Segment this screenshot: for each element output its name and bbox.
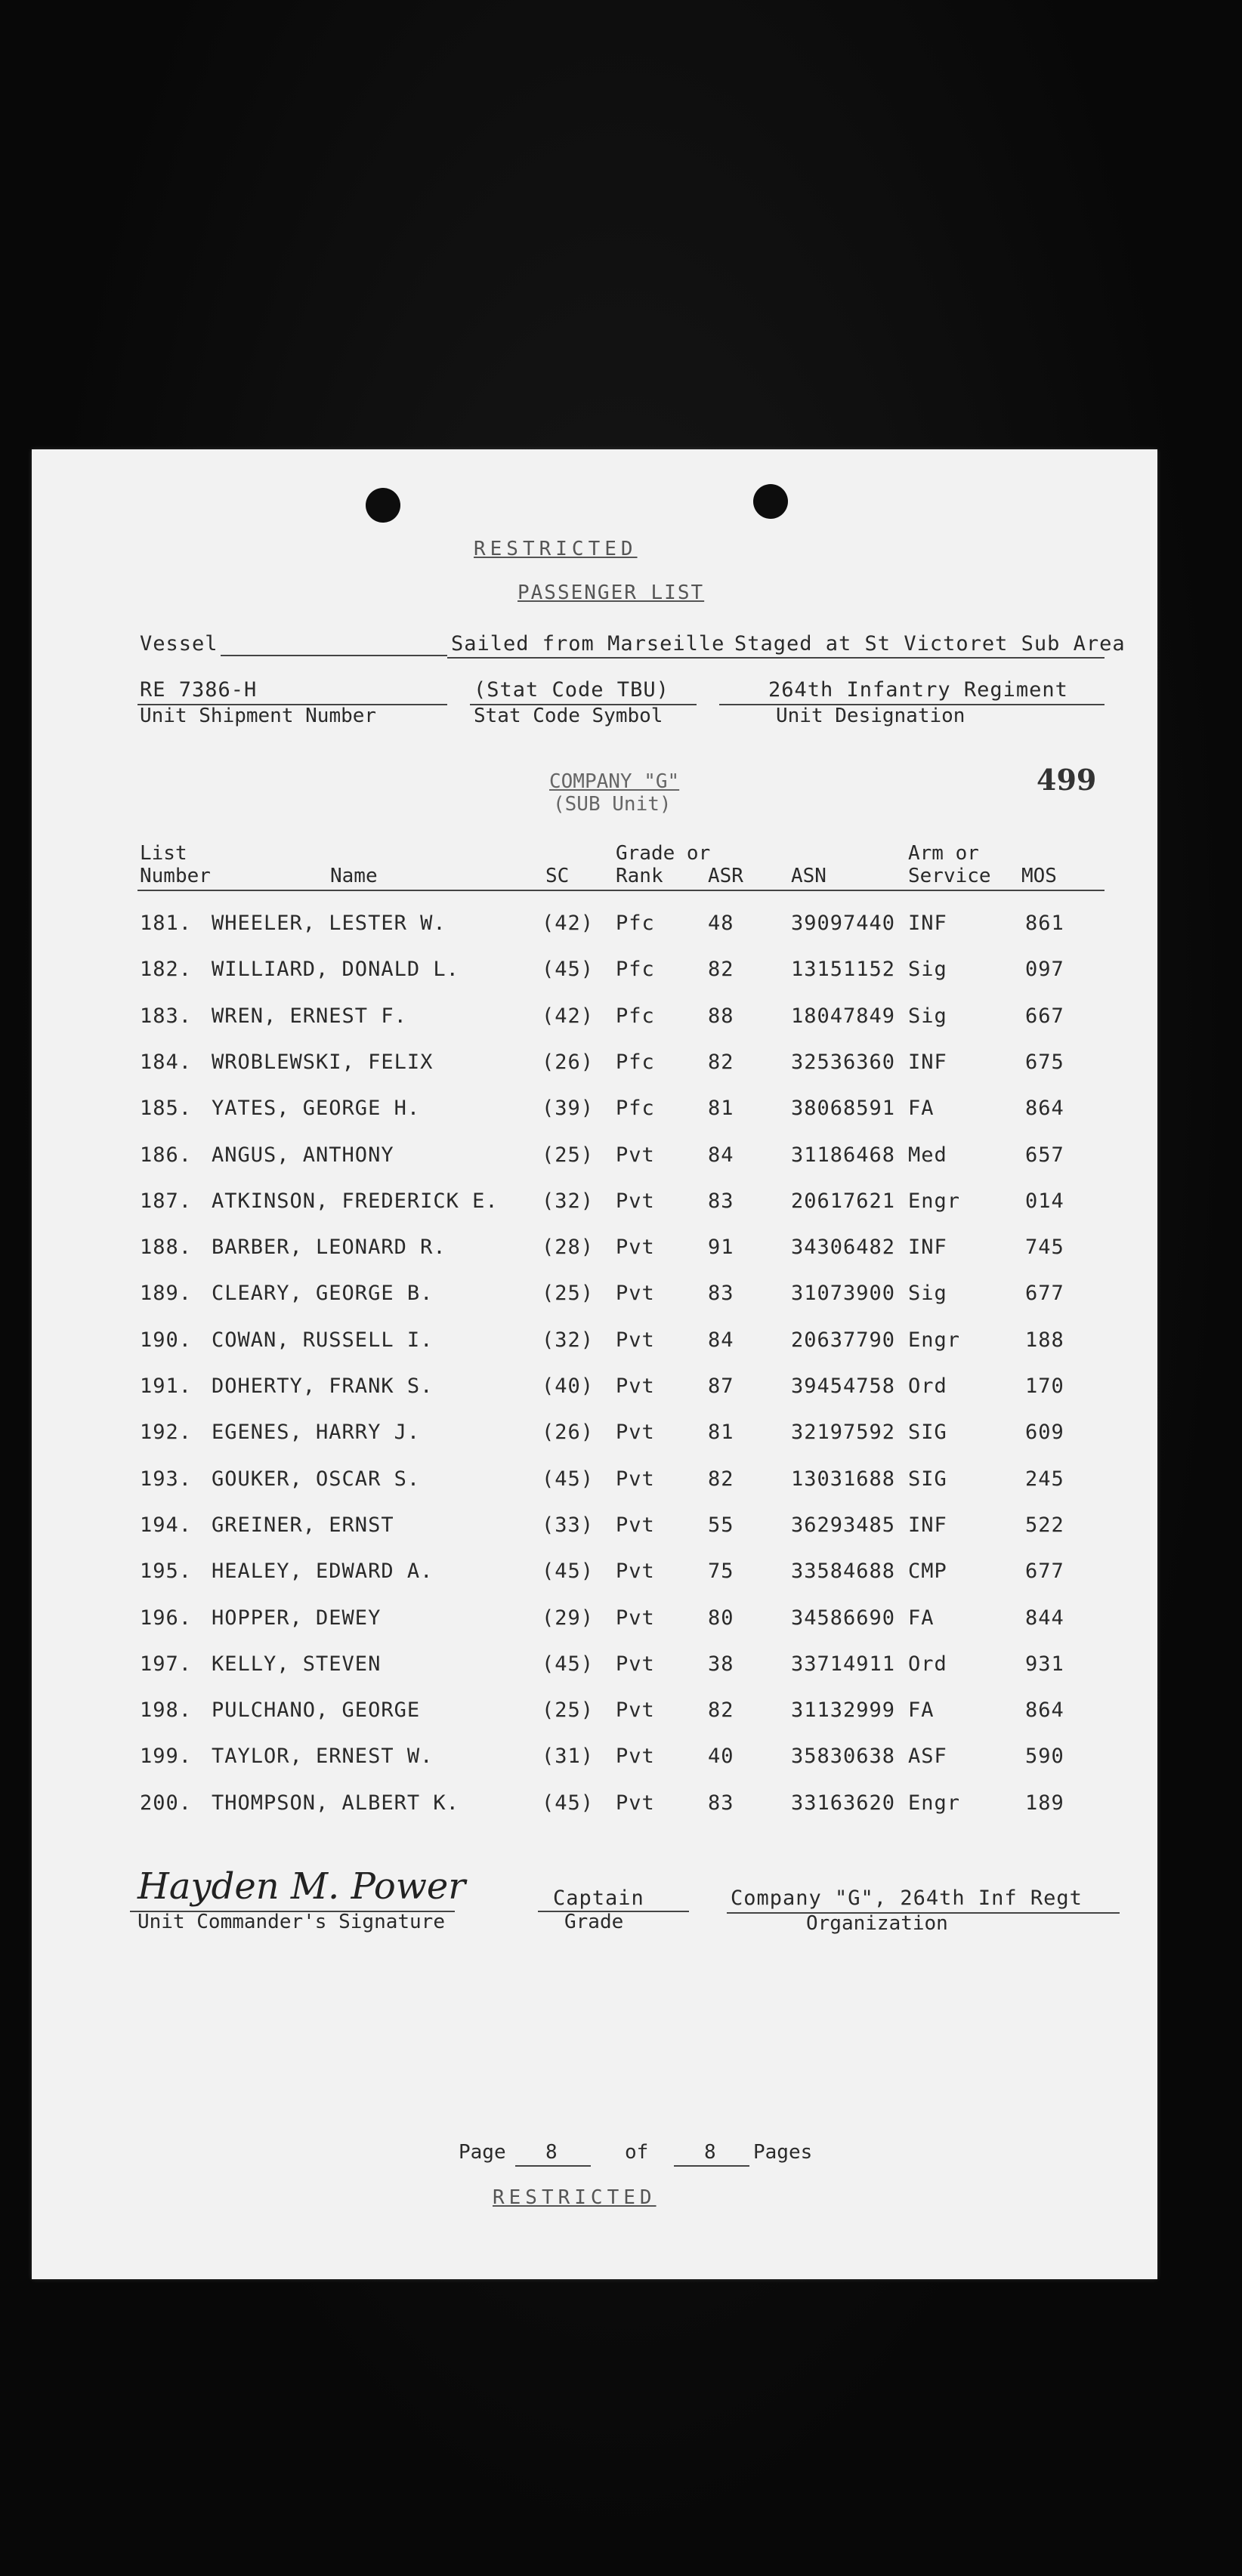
asn-value: 31073900	[791, 1282, 896, 1305]
asr-value: 83	[708, 1189, 734, 1213]
asn-value: 18047849	[791, 1004, 896, 1028]
asr-value: 82	[708, 958, 734, 981]
stat-code-label: Stat Code Symbol	[474, 705, 663, 727]
asr-value: 48	[708, 912, 734, 935]
sc-value: (32)	[542, 1328, 595, 1352]
list-number: 181.	[140, 912, 193, 935]
grade-value: Pfc	[616, 958, 655, 981]
asn-value: 32197592	[791, 1421, 896, 1444]
asn-value: 34586690	[791, 1606, 896, 1630]
grade-value: Pvt	[616, 1467, 655, 1491]
signature-label: Unit Commander's Signature	[137, 1911, 445, 1933]
mos-value: 609	[1025, 1421, 1064, 1444]
col-grade-header-1: Grade or	[616, 842, 711, 865]
arm-value: Sig	[908, 1282, 947, 1305]
sc-value: (25)	[542, 1698, 595, 1722]
mos-value: 745	[1025, 1236, 1064, 1259]
grade-value: Pvt	[616, 1421, 655, 1444]
passenger-name: WHEELER, LESTER W.	[212, 912, 446, 935]
arm-value: INF	[908, 912, 947, 935]
mos-value: 675	[1025, 1050, 1064, 1074]
asr-value: 91	[708, 1236, 734, 1259]
unit-designation: 264th Infantry Regiment	[768, 678, 1068, 702]
mos-value: 014	[1025, 1189, 1064, 1213]
document-title: PASSENGER LIST	[518, 582, 705, 604]
grade-value: Pvt	[616, 1559, 655, 1583]
passenger-name: CLEARY, GEORGE B.	[212, 1282, 434, 1305]
list-number: 188.	[140, 1236, 193, 1259]
mos-value: 245	[1025, 1467, 1064, 1491]
mos-value: 864	[1025, 1698, 1064, 1722]
asr-value: 83	[708, 1791, 734, 1815]
grade-value: Pfc	[616, 1004, 655, 1028]
arm-value: Sig	[908, 958, 947, 981]
page-number-line	[515, 2165, 591, 2167]
document-page	[32, 449, 1157, 2279]
sc-value: (39)	[542, 1097, 595, 1120]
mos-value: 844	[1025, 1606, 1064, 1630]
arm-value: Ord	[908, 1652, 947, 1676]
list-number: 194.	[140, 1513, 193, 1537]
unit-designation-label: Unit Designation	[776, 705, 965, 727]
list-number: 190.	[140, 1328, 193, 1352]
vessel-label: Vessel	[140, 632, 218, 656]
page-total: 8	[704, 2141, 716, 2164]
passenger-name: TAYLOR, ERNEST W.	[212, 1745, 434, 1768]
mos-value: 189	[1025, 1791, 1064, 1815]
sc-value: (40)	[542, 1374, 595, 1398]
passenger-name: COWAN, RUSSELL I.	[212, 1328, 434, 1352]
asr-value: 81	[708, 1421, 734, 1444]
grade-value: Pvt	[616, 1745, 655, 1768]
unit-shipment-number: RE 7386-H	[140, 678, 258, 702]
restricted-header: RESTRICTED	[474, 538, 638, 560]
asr-value: 75	[708, 1559, 734, 1583]
list-number: 187.	[140, 1189, 193, 1213]
grade-value: Pvt	[616, 1282, 655, 1305]
grade-value: Pvt	[616, 1143, 655, 1167]
asn-value: 33714911	[791, 1652, 896, 1676]
asn-value: 31186468	[791, 1143, 896, 1167]
mos-value: 864	[1025, 1097, 1064, 1120]
list-number: 184.	[140, 1050, 193, 1074]
staged-at: Staged at St Victoret Sub Area	[734, 632, 1126, 656]
asr-value: 82	[708, 1467, 734, 1491]
sc-value: (42)	[542, 1004, 595, 1028]
sc-value: (29)	[542, 1606, 595, 1630]
grade-value: Pfc	[616, 1097, 655, 1120]
mos-value: 677	[1025, 1559, 1064, 1583]
list-number: 199.	[140, 1745, 193, 1768]
mos-value: 170	[1025, 1374, 1064, 1398]
list-number: 182.	[140, 958, 193, 981]
unit-shipment-label: Unit Shipment Number	[140, 705, 377, 727]
grade-label: Grade	[564, 1911, 624, 1933]
arm-value: FA	[908, 1606, 935, 1630]
arm-value: Med	[908, 1143, 947, 1167]
asn-value: 32536360	[791, 1050, 896, 1074]
sub-unit-label: (SUB Unit)	[553, 793, 672, 816]
passenger-name: GOUKER, OSCAR S.	[212, 1467, 421, 1491]
asn-value: 33163620	[791, 1791, 896, 1815]
asn-value: 36293485	[791, 1513, 896, 1537]
restricted-footer: RESTRICTED	[493, 2186, 657, 2209]
grade-value: Pvt	[616, 1374, 655, 1398]
sc-value: (31)	[542, 1745, 595, 1768]
list-number: 191.	[140, 1374, 193, 1398]
stat-code: (Stat Code TBU)	[474, 678, 669, 702]
arm-value: INF	[908, 1050, 947, 1074]
passenger-name: HOPPER, DEWEY	[212, 1606, 382, 1630]
asn-value: 39454758	[791, 1374, 896, 1398]
mos-value: 522	[1025, 1513, 1064, 1537]
grade-value: Pvt	[616, 1328, 655, 1352]
punch-hole-right	[753, 484, 788, 519]
grade-value: Pfc	[616, 1050, 655, 1074]
organization-value: Company "G", 264th Inf Regt	[731, 1886, 1083, 1910]
mos-value: 667	[1025, 1004, 1064, 1028]
asr-value: 40	[708, 1745, 734, 1768]
col-asr-header: ASR	[708, 865, 743, 887]
passenger-name: YATES, GEORGE H.	[212, 1097, 421, 1120]
sc-value: (33)	[542, 1513, 595, 1537]
list-number: 195.	[140, 1559, 193, 1583]
sc-value: (32)	[542, 1189, 595, 1213]
arm-value: Engr	[908, 1328, 961, 1352]
asr-value: 55	[708, 1513, 734, 1537]
asn-value: 38068591	[791, 1097, 896, 1120]
arm-value: ASF	[908, 1745, 947, 1768]
passenger-name: KELLY, STEVEN	[212, 1652, 382, 1676]
col-list-header-1: List	[140, 842, 187, 865]
sc-value: (25)	[542, 1143, 595, 1167]
company-stamp: COMPANY "G"	[549, 770, 680, 793]
asn-value: 34306482	[791, 1236, 896, 1259]
page-number: 8	[545, 2141, 558, 2164]
arm-value: Sig	[908, 1004, 947, 1028]
list-number: 197.	[140, 1652, 193, 1676]
sc-value: (25)	[542, 1282, 595, 1305]
arm-value: INF	[908, 1513, 947, 1537]
passenger-name: DOHERTY, FRANK S.	[212, 1374, 434, 1398]
asr-value: 82	[708, 1050, 734, 1074]
list-number: 186.	[140, 1143, 193, 1167]
grade-value: Pvt	[616, 1652, 655, 1676]
asn-value: 20637790	[791, 1328, 896, 1352]
arm-value: Ord	[908, 1374, 947, 1398]
grade-value: Pvt	[616, 1189, 655, 1213]
sc-value: (45)	[542, 1467, 595, 1491]
sc-value: (45)	[542, 1559, 595, 1583]
arm-value: FA	[908, 1698, 935, 1722]
of-label: of	[625, 2141, 649, 2164]
asr-value: 84	[708, 1328, 734, 1352]
arm-value: Engr	[908, 1189, 961, 1213]
col-arm-header-1: Arm or	[908, 842, 979, 865]
passenger-name: ANGUS, ANTHONY	[212, 1143, 394, 1167]
asr-value: 84	[708, 1143, 734, 1167]
grade-value: Captain	[553, 1886, 644, 1910]
mos-value: 931	[1025, 1652, 1064, 1676]
sc-value: (26)	[542, 1050, 595, 1074]
asn-value: 35830638	[791, 1745, 896, 1768]
asr-value: 87	[708, 1374, 734, 1398]
col-sc-header: SC	[545, 865, 570, 887]
asr-value: 88	[708, 1004, 734, 1028]
asr-value: 80	[708, 1606, 734, 1630]
passenger-name: BARBER, LEONARD R.	[212, 1236, 446, 1259]
grade-value: Pvt	[616, 1606, 655, 1630]
col-arm-header-2: Service	[908, 865, 991, 887]
arm-value: CMP	[908, 1559, 947, 1583]
asn-value: 33584688	[791, 1559, 896, 1583]
sc-value: (26)	[542, 1421, 595, 1444]
grade-value: Pfc	[616, 912, 655, 935]
mos-value: 677	[1025, 1282, 1064, 1305]
passenger-name: PULCHANO, GEORGE	[212, 1698, 421, 1722]
list-number: 193.	[140, 1467, 193, 1491]
page-total-line	[674, 2165, 749, 2167]
passenger-name: ATKINSON, FREDERICK E.	[212, 1189, 499, 1213]
sc-value: (28)	[542, 1236, 595, 1259]
asn-value: 13151152	[791, 958, 896, 981]
asn-value: 31132999	[791, 1698, 896, 1722]
asn-value: 20617621	[791, 1189, 896, 1213]
col-mos-header: MOS	[1021, 865, 1057, 887]
mos-value: 188	[1025, 1328, 1064, 1352]
passenger-name: THOMPSON, ALBERT K.	[212, 1791, 459, 1815]
arm-value: SIG	[908, 1467, 947, 1491]
grade-value: Pvt	[616, 1513, 655, 1537]
list-number: 200.	[140, 1791, 193, 1815]
page-label: Page	[459, 2141, 506, 2164]
col-asn-header: ASN	[791, 865, 826, 887]
sailed-from: Sailed from Marseille	[451, 632, 725, 656]
sc-value: (45)	[542, 1791, 595, 1815]
asr-value: 81	[708, 1097, 734, 1120]
column-header-rule	[137, 890, 1105, 891]
asn-value: 13031688	[791, 1467, 896, 1491]
asr-value: 83	[708, 1282, 734, 1305]
pages-label: Pages	[753, 2141, 813, 2164]
passenger-name: EGENES, HARRY J.	[212, 1421, 421, 1444]
col-list-header-2: Number	[140, 865, 211, 887]
arm-value: Engr	[908, 1791, 961, 1815]
mos-value: 657	[1025, 1143, 1064, 1167]
organization-label: Organization	[806, 1912, 948, 1935]
list-number: 192.	[140, 1421, 193, 1444]
col-name-header: Name	[330, 865, 378, 887]
commander-signature: Hayden M. Power	[137, 1865, 466, 1908]
asr-value: 38	[708, 1652, 734, 1676]
list-number: 189.	[140, 1282, 193, 1305]
punch-hole-left	[366, 488, 400, 523]
arm-value: FA	[908, 1097, 935, 1120]
sc-value: (45)	[542, 1652, 595, 1676]
sc-value: (42)	[542, 912, 595, 935]
mos-value: 861	[1025, 912, 1064, 935]
grade-value: Pvt	[616, 1698, 655, 1722]
grade-value: Pvt	[616, 1791, 655, 1815]
mos-value: 097	[1025, 958, 1064, 981]
mos-value: 590	[1025, 1745, 1064, 1768]
col-grade-header-2: Rank	[616, 865, 663, 887]
passenger-name: WREN, ERNEST F.	[212, 1004, 407, 1028]
list-number: 198.	[140, 1698, 193, 1722]
passenger-name: GREINER, ERNST	[212, 1513, 394, 1537]
passenger-name: WILLIARD, DONALD L.	[212, 958, 459, 981]
asn-value: 39097440	[791, 912, 896, 935]
grade-value: Pvt	[616, 1236, 655, 1259]
sc-value: (45)	[542, 958, 595, 981]
passenger-name: WROBLEWSKI, FELIX	[212, 1050, 434, 1074]
staged-line	[447, 657, 1105, 659]
list-number: 185.	[140, 1097, 193, 1120]
passenger-name: HEALEY, EDWARD A.	[212, 1559, 434, 1583]
list-number: 196.	[140, 1606, 193, 1630]
arm-value: INF	[908, 1236, 947, 1259]
list-number: 183.	[140, 1004, 193, 1028]
asr-value: 82	[708, 1698, 734, 1722]
page-stamp-number: 499	[1037, 763, 1097, 797]
arm-value: SIG	[908, 1421, 947, 1444]
vessel-line	[221, 655, 447, 656]
